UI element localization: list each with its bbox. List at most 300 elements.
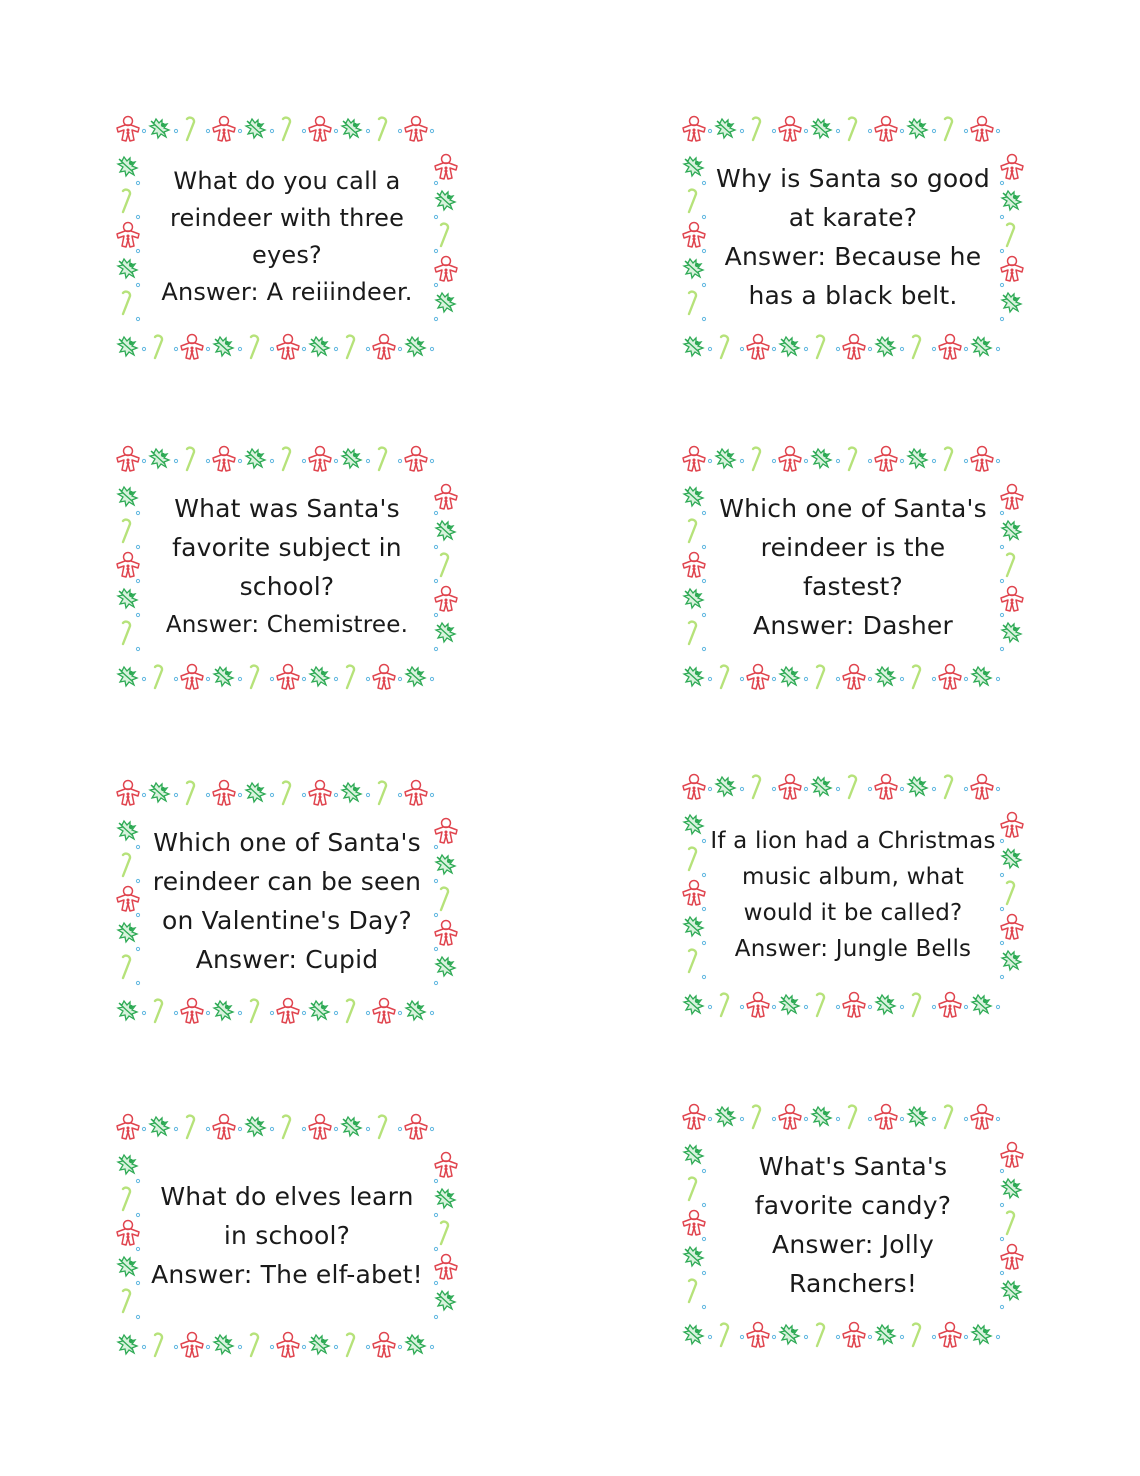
snow-dot-icon bbox=[136, 1213, 139, 1216]
snow-dot-icon bbox=[1000, 907, 1003, 910]
snow-dot-icon bbox=[430, 677, 433, 680]
holly-leaf-icon bbox=[246, 1117, 265, 1136]
candy-cane-icon bbox=[753, 1106, 760, 1128]
joke-text bbox=[146, 146, 428, 328]
snow-dot-icon bbox=[136, 511, 139, 514]
gingerbread-man-icon bbox=[843, 665, 865, 690]
gingerbread-man-icon bbox=[277, 999, 299, 1024]
gingerbread-man-icon bbox=[939, 993, 961, 1018]
snow-dot-icon bbox=[366, 793, 369, 796]
holly-leaf-icon bbox=[972, 337, 991, 356]
snow-dot-icon bbox=[434, 1315, 437, 1318]
gingerbread-man-icon bbox=[181, 1333, 203, 1358]
candy-cane-icon bbox=[379, 1116, 386, 1138]
holly-leaf-icon bbox=[684, 259, 703, 278]
snow-dot-icon bbox=[174, 129, 177, 132]
holly-leaf-icon bbox=[118, 923, 137, 942]
candy-cane-icon bbox=[441, 1222, 448, 1244]
joke-card bbox=[112, 442, 462, 692]
snow-dot-icon bbox=[964, 677, 967, 680]
snow-dot-icon bbox=[136, 545, 139, 548]
holly-leaf-icon bbox=[118, 337, 137, 356]
candy-cane-icon bbox=[441, 224, 448, 246]
candy-cane-icon bbox=[817, 994, 824, 1016]
gingerbread-man-icon bbox=[117, 117, 139, 142]
snow-dot-icon bbox=[708, 787, 711, 790]
snow-dot-icon bbox=[142, 459, 145, 462]
joke-question: Which one of Santa's reindeer can be seen on Valentine's Day? bbox=[152, 828, 422, 935]
holly-leaf-icon bbox=[436, 521, 455, 540]
snow-dot-icon bbox=[434, 613, 437, 616]
snow-dot-icon bbox=[174, 1011, 177, 1014]
snow-dot-icon bbox=[434, 1247, 437, 1250]
holly-leaf-icon bbox=[436, 1291, 455, 1310]
snow-dot-icon bbox=[434, 647, 437, 650]
snow-dot-icon bbox=[206, 1011, 209, 1014]
snow-dot-icon bbox=[1000, 249, 1003, 252]
gingerbread-man-icon bbox=[405, 781, 427, 806]
candy-cane-icon bbox=[721, 1324, 728, 1346]
snow-dot-icon bbox=[1000, 579, 1003, 582]
candy-cane-icon bbox=[1007, 1212, 1014, 1234]
holly-leaf-icon bbox=[972, 1325, 991, 1344]
gingerbread-man-icon bbox=[683, 1211, 705, 1236]
gingerbread-man-icon bbox=[1001, 155, 1023, 180]
snow-dot-icon bbox=[206, 1345, 209, 1348]
gingerbread-man-icon bbox=[1001, 915, 1023, 940]
snow-dot-icon bbox=[270, 1127, 273, 1130]
snow-dot-icon bbox=[136, 613, 139, 616]
snow-dot-icon bbox=[996, 1335, 999, 1338]
snow-dot-icon bbox=[1000, 1169, 1003, 1172]
snow-dot-icon bbox=[270, 677, 273, 680]
candy-cane-icon bbox=[689, 190, 696, 212]
snow-dot-icon bbox=[1000, 181, 1003, 184]
candy-cane-icon bbox=[123, 956, 130, 978]
gingerbread-man-icon bbox=[683, 553, 705, 578]
snow-dot-icon bbox=[702, 1203, 705, 1206]
joke-answer: Answer: Jolly Ranchers! bbox=[772, 1230, 934, 1298]
snow-dot-icon bbox=[702, 579, 705, 582]
snow-dot-icon bbox=[868, 1005, 871, 1008]
gingerbread-man-icon bbox=[373, 335, 395, 360]
holly-leaf-icon bbox=[118, 821, 137, 840]
snow-dot-icon bbox=[302, 347, 305, 350]
snow-dot-icon bbox=[740, 787, 743, 790]
holly-leaf-icon bbox=[716, 1107, 735, 1126]
gingerbread-man-icon bbox=[117, 223, 139, 248]
snow-dot-icon bbox=[270, 129, 273, 132]
candy-cane-icon bbox=[123, 1188, 130, 1210]
candy-cane-icon bbox=[441, 554, 448, 576]
snow-dot-icon bbox=[434, 317, 437, 320]
snow-dot-icon bbox=[900, 129, 903, 132]
snow-dot-icon bbox=[434, 579, 437, 582]
snow-dot-icon bbox=[772, 1117, 775, 1120]
gingerbread-man-icon bbox=[1001, 485, 1023, 510]
candy-cane-icon bbox=[1007, 554, 1014, 576]
holly-leaf-icon bbox=[684, 1145, 703, 1164]
snow-dot-icon bbox=[708, 347, 711, 350]
holly-leaf-icon bbox=[246, 783, 265, 802]
gingerbread-man-icon bbox=[1001, 1143, 1023, 1168]
snow-dot-icon bbox=[430, 793, 433, 796]
holly-leaf-icon bbox=[780, 1325, 799, 1344]
candy-cane-icon bbox=[123, 520, 130, 542]
gingerbread-man-icon bbox=[875, 447, 897, 472]
snow-dot-icon bbox=[398, 1011, 401, 1014]
holly-leaf-icon bbox=[118, 1155, 137, 1174]
candy-cane-icon bbox=[689, 950, 696, 972]
snow-dot-icon bbox=[398, 1127, 401, 1130]
gingerbread-man-icon bbox=[181, 335, 203, 360]
holly-leaf-icon bbox=[684, 995, 703, 1014]
snow-dot-icon bbox=[366, 347, 369, 350]
snow-dot-icon bbox=[772, 459, 775, 462]
joke-answer: Answer: Dasher bbox=[753, 611, 953, 640]
snow-dot-icon bbox=[702, 215, 705, 218]
gingerbread-man-icon bbox=[405, 447, 427, 472]
gingerbread-man-icon bbox=[435, 257, 457, 282]
candy-cane-icon bbox=[817, 666, 824, 688]
snow-dot-icon bbox=[702, 249, 705, 252]
joke-text bbox=[706, 804, 1000, 986]
candy-cane-icon bbox=[721, 994, 728, 1016]
joke-card bbox=[112, 112, 462, 362]
holly-leaf-icon bbox=[684, 589, 703, 608]
snow-dot-icon bbox=[932, 1117, 935, 1120]
candy-cane-icon bbox=[251, 1334, 258, 1356]
gingerbread-man-icon bbox=[117, 887, 139, 912]
snow-dot-icon bbox=[398, 347, 401, 350]
snow-dot-icon bbox=[434, 249, 437, 252]
snow-dot-icon bbox=[740, 347, 743, 350]
snow-dot-icon bbox=[740, 129, 743, 132]
holly-leaf-icon bbox=[246, 449, 265, 468]
candy-cane-icon bbox=[155, 1000, 162, 1022]
gingerbread-man-icon bbox=[875, 775, 897, 800]
holly-leaf-icon bbox=[150, 449, 169, 468]
snow-dot-icon bbox=[334, 459, 337, 462]
snow-dot-icon bbox=[900, 459, 903, 462]
gingerbread-man-icon bbox=[213, 117, 235, 142]
snow-dot-icon bbox=[136, 215, 139, 218]
holly-leaf-icon bbox=[118, 259, 137, 278]
holly-leaf-icon bbox=[908, 777, 927, 796]
snow-dot-icon bbox=[932, 787, 935, 790]
snow-dot-icon bbox=[868, 1117, 871, 1120]
snow-dot-icon bbox=[702, 1169, 705, 1172]
candy-cane-icon bbox=[347, 666, 354, 688]
holly-leaf-icon bbox=[150, 119, 169, 138]
snow-dot-icon bbox=[1000, 975, 1003, 978]
snow-dot-icon bbox=[964, 1117, 967, 1120]
candy-cane-icon bbox=[347, 1334, 354, 1356]
holly-leaf-icon bbox=[684, 487, 703, 506]
snow-dot-icon bbox=[868, 347, 871, 350]
candy-cane-icon bbox=[283, 448, 290, 470]
candy-cane-icon bbox=[817, 1324, 824, 1346]
candy-cane-icon bbox=[913, 994, 920, 1016]
snow-dot-icon bbox=[708, 1335, 711, 1338]
snow-dot-icon bbox=[702, 613, 705, 616]
candy-cane-icon bbox=[187, 448, 194, 470]
gingerbread-man-icon bbox=[939, 665, 961, 690]
gingerbread-man-icon bbox=[843, 335, 865, 360]
snow-dot-icon bbox=[334, 677, 337, 680]
snow-dot-icon bbox=[174, 1345, 177, 1348]
snow-dot-icon bbox=[996, 347, 999, 350]
gingerbread-man-icon bbox=[747, 1323, 769, 1348]
holly-leaf-icon bbox=[972, 995, 991, 1014]
holly-leaf-icon bbox=[214, 667, 233, 686]
holly-leaf-icon bbox=[716, 777, 735, 796]
joke-answer: Answer: Jungle Bells bbox=[734, 936, 972, 962]
snow-dot-icon bbox=[136, 317, 139, 320]
holly-leaf-icon bbox=[684, 1325, 703, 1344]
holly-leaf-icon bbox=[436, 293, 455, 312]
gingerbread-man-icon bbox=[435, 485, 457, 510]
joke-question: What was Santa's favorite subject in school? bbox=[172, 494, 402, 601]
snow-dot-icon bbox=[430, 1011, 433, 1014]
snow-dot-icon bbox=[206, 1127, 209, 1130]
joke-text bbox=[146, 476, 428, 658]
snow-dot-icon bbox=[142, 793, 145, 796]
snow-dot-icon bbox=[434, 545, 437, 548]
holly-leaf-icon bbox=[118, 487, 137, 506]
gingerbread-man-icon bbox=[373, 999, 395, 1024]
snow-dot-icon bbox=[702, 181, 705, 184]
gingerbread-man-icon bbox=[435, 1153, 457, 1178]
snow-dot-icon bbox=[836, 1117, 839, 1120]
snow-dot-icon bbox=[900, 1005, 903, 1008]
joke-text bbox=[146, 1144, 428, 1326]
holly-leaf-icon bbox=[436, 855, 455, 874]
holly-leaf-icon bbox=[780, 667, 799, 686]
snow-dot-icon bbox=[1000, 873, 1003, 876]
joke-answer: Answer: Because he has a black belt. bbox=[724, 242, 982, 310]
holly-leaf-icon bbox=[310, 1335, 329, 1354]
holly-leaf-icon bbox=[118, 589, 137, 608]
snow-dot-icon bbox=[238, 1127, 241, 1130]
snow-dot-icon bbox=[702, 1237, 705, 1240]
gingerbread-man-icon bbox=[405, 117, 427, 142]
joke-text bbox=[712, 146, 994, 328]
gingerbread-man-icon bbox=[435, 587, 457, 612]
candy-cane-icon bbox=[849, 1106, 856, 1128]
snow-dot-icon bbox=[430, 1345, 433, 1348]
candy-cane-icon bbox=[913, 666, 920, 688]
snow-dot-icon bbox=[900, 787, 903, 790]
snow-dot-icon bbox=[302, 129, 305, 132]
snow-dot-icon bbox=[136, 1247, 139, 1250]
candy-cane-icon bbox=[187, 1116, 194, 1138]
gingerbread-man-icon bbox=[683, 1105, 705, 1130]
candy-cane-icon bbox=[441, 888, 448, 910]
holly-leaf-icon bbox=[876, 667, 895, 686]
candy-cane-icon bbox=[689, 848, 696, 870]
snow-dot-icon bbox=[238, 1011, 241, 1014]
snow-dot-icon bbox=[868, 129, 871, 132]
holly-leaf-icon bbox=[684, 337, 703, 356]
snow-dot-icon bbox=[900, 1117, 903, 1120]
candy-cane-icon bbox=[721, 336, 728, 358]
holly-leaf-icon bbox=[436, 623, 455, 642]
snow-dot-icon bbox=[996, 459, 999, 462]
gingerbread-man-icon bbox=[971, 117, 993, 142]
candy-cane-icon bbox=[849, 118, 856, 140]
joke-card bbox=[678, 442, 1028, 692]
snow-dot-icon bbox=[174, 1127, 177, 1130]
snow-dot-icon bbox=[366, 677, 369, 680]
snow-dot-icon bbox=[136, 1281, 139, 1284]
snow-dot-icon bbox=[996, 1117, 999, 1120]
holly-leaf-icon bbox=[1002, 521, 1021, 540]
candy-cane-icon bbox=[753, 776, 760, 798]
snow-dot-icon bbox=[1000, 283, 1003, 286]
snow-dot-icon bbox=[708, 459, 711, 462]
joke-text bbox=[712, 476, 994, 658]
gingerbread-man-icon bbox=[277, 335, 299, 360]
snow-dot-icon bbox=[334, 1345, 337, 1348]
candy-cane-icon bbox=[283, 1116, 290, 1138]
snow-dot-icon bbox=[366, 1345, 369, 1348]
holly-leaf-icon bbox=[436, 191, 455, 210]
snow-dot-icon bbox=[702, 511, 705, 514]
snow-dot-icon bbox=[302, 1127, 305, 1130]
gingerbread-man-icon bbox=[1001, 813, 1023, 838]
snow-dot-icon bbox=[434, 1179, 437, 1182]
gingerbread-man-icon bbox=[213, 1115, 235, 1140]
snow-dot-icon bbox=[996, 129, 999, 132]
candy-cane-icon bbox=[689, 520, 696, 542]
joke-card bbox=[678, 112, 1028, 362]
snow-dot-icon bbox=[1000, 317, 1003, 320]
gingerbread-man-icon bbox=[117, 781, 139, 806]
snow-dot-icon bbox=[1000, 545, 1003, 548]
snow-dot-icon bbox=[964, 1335, 967, 1338]
gingerbread-man-icon bbox=[117, 1115, 139, 1140]
snow-dot-icon bbox=[836, 787, 839, 790]
snow-dot-icon bbox=[136, 283, 139, 286]
snow-dot-icon bbox=[366, 129, 369, 132]
joke-answer: Answer: The elf-abet! bbox=[151, 1259, 423, 1289]
snow-dot-icon bbox=[1000, 511, 1003, 514]
holly-leaf-icon bbox=[780, 995, 799, 1014]
snow-dot-icon bbox=[434, 511, 437, 514]
snow-dot-icon bbox=[1000, 1305, 1003, 1308]
snow-dot-icon bbox=[900, 677, 903, 680]
candy-cane-icon bbox=[155, 1334, 162, 1356]
holly-leaf-icon bbox=[150, 783, 169, 802]
holly-leaf-icon bbox=[1002, 191, 1021, 210]
candy-cane-icon bbox=[123, 292, 130, 314]
snow-dot-icon bbox=[1000, 839, 1003, 842]
snow-dot-icon bbox=[836, 1335, 839, 1338]
snow-dot-icon bbox=[434, 283, 437, 286]
snow-dot-icon bbox=[868, 1335, 871, 1338]
candy-cane-icon bbox=[347, 336, 354, 358]
snow-dot-icon bbox=[772, 1005, 775, 1008]
candy-cane-icon bbox=[379, 782, 386, 804]
gingerbread-man-icon bbox=[117, 1221, 139, 1246]
candy-cane-icon bbox=[849, 776, 856, 798]
candy-cane-icon bbox=[913, 336, 920, 358]
gingerbread-man-icon bbox=[971, 775, 993, 800]
snow-dot-icon bbox=[1000, 941, 1003, 944]
snow-dot-icon bbox=[964, 129, 967, 132]
joke-card bbox=[678, 770, 1028, 1020]
joke-answer: Answer: Cupid bbox=[195, 945, 379, 974]
holly-leaf-icon bbox=[812, 777, 831, 796]
snow-dot-icon bbox=[206, 677, 209, 680]
candy-cane-icon bbox=[251, 336, 258, 358]
gingerbread-man-icon bbox=[683, 447, 705, 472]
snow-dot-icon bbox=[996, 787, 999, 790]
snow-dot-icon bbox=[430, 1127, 433, 1130]
gingerbread-man-icon bbox=[309, 781, 331, 806]
gingerbread-man-icon bbox=[1001, 587, 1023, 612]
candy-cane-icon bbox=[187, 782, 194, 804]
snow-dot-icon bbox=[836, 677, 839, 680]
snow-dot-icon bbox=[334, 347, 337, 350]
joke-card bbox=[112, 1110, 462, 1360]
snow-dot-icon bbox=[366, 1127, 369, 1130]
snow-dot-icon bbox=[238, 677, 241, 680]
snow-dot-icon bbox=[434, 181, 437, 184]
snow-dot-icon bbox=[398, 793, 401, 796]
snow-dot-icon bbox=[964, 787, 967, 790]
joke-card bbox=[112, 776, 462, 1026]
snow-dot-icon bbox=[702, 545, 705, 548]
holly-leaf-icon bbox=[310, 667, 329, 686]
snow-dot-icon bbox=[708, 1005, 711, 1008]
snow-dot-icon bbox=[334, 1011, 337, 1014]
candy-cane-icon bbox=[347, 1000, 354, 1022]
candy-cane-icon bbox=[123, 854, 130, 876]
gingerbread-man-icon bbox=[747, 665, 769, 690]
candy-cane-icon bbox=[689, 1178, 696, 1200]
gingerbread-man-icon bbox=[1001, 1245, 1023, 1270]
snow-dot-icon bbox=[434, 215, 437, 218]
candy-cane-icon bbox=[689, 292, 696, 314]
snow-dot-icon bbox=[174, 459, 177, 462]
snow-dot-icon bbox=[366, 459, 369, 462]
candy-cane-icon bbox=[155, 666, 162, 688]
gingerbread-man-icon bbox=[309, 447, 331, 472]
snow-dot-icon bbox=[836, 1005, 839, 1008]
snow-dot-icon bbox=[206, 793, 209, 796]
joke-question: Which one of Santa's reindeer is the fastest? bbox=[719, 494, 987, 601]
holly-leaf-icon bbox=[716, 119, 735, 138]
snow-dot-icon bbox=[1000, 1271, 1003, 1274]
candy-cane-icon bbox=[945, 448, 952, 470]
candy-cane-icon bbox=[379, 118, 386, 140]
candy-cane-icon bbox=[379, 448, 386, 470]
snow-dot-icon bbox=[334, 793, 337, 796]
snow-dot-icon bbox=[398, 129, 401, 132]
holly-leaf-icon bbox=[876, 995, 895, 1014]
holly-leaf-icon bbox=[118, 1335, 137, 1354]
joke-question: What's Santa's favorite candy? bbox=[754, 1152, 952, 1220]
joke-question: Why is Santa so good at karate? bbox=[716, 164, 990, 232]
snow-dot-icon bbox=[740, 459, 743, 462]
snow-dot-icon bbox=[334, 129, 337, 132]
holly-leaf-icon bbox=[812, 119, 831, 138]
snow-dot-icon bbox=[996, 1005, 999, 1008]
gingerbread-man-icon bbox=[435, 921, 457, 946]
snow-dot-icon bbox=[136, 1315, 139, 1318]
